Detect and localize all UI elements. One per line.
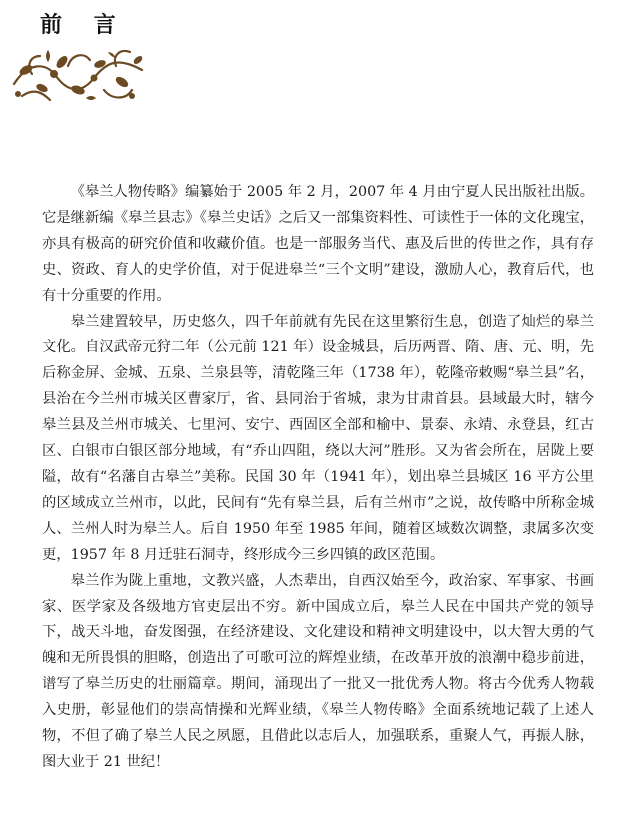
- paragraph: 皋兰作为陇上重地，文教兴盛，人杰辈出，自西汉始至今，政治家、军事家、书画家、医学家及各级地方官吏层出不穷。新中国成立后，皋兰人民在中国共产党的领导下，战天斗地，奋发图强，在经济建设、文化建设和精神文明建设中，以大智大勇的气魄和无所畏惧的胆略，创造出了可歌可泣的辉煌业绩，在改革开放的浪潮中稳步前进，谱写了皋兰历史的壮丽篇章。期间，涌现出了一批又一批优秀人物。将古今优秀人物载入史册，彰显他们的崇高情操和光辉业绩，《皋兰人物传略》全面系统地记载了上述人物，不但了确了皋兰人民之夙愿，且借此以志后人，加强联系，重聚人气，再振人脉，图大业于 21 世纪！: [42, 572, 594, 770]
- preface-body: [42, 180, 594, 776]
- paragraph: 皋兰建置较早，历史悠久，四千年前就有先民在这里繁衍生息，创造了灿烂的皋兰文化。自汉武帝元狩二年（公元前 121 年）设金城县，后历两晋、隋、唐、元、明，先后称金屏、金城、五泉、兰泉县等，清乾隆三年（1738 年），乾隆帝敕赐“皋兰县”名，县治在今兰州市城关区曹家厅，省、县同治于省城，隶为甘肃首县。县域最大时，辖今皋兰县及兰州市城关、七里河、安宁、西固区全部和榆中、景泰、永靖、永登县，红古区、白银市白银区部分地域，有“乔山四阻，绕以大河”胜形。又为省会所在，居陇上要隘，故有“名藩自古皋兰”美称。民国 30 年（1941 年），划出皋兰县城区 16 平方公里的区域成立兰州市，以此，民间有“先有皋兰县，后有兰州市”之说，故传略中所称金城人、兰州人时为皋兰人。后自 1950 年至 1985 年间，随着区域数次调整，隶属多次变更，1957 年 8 月迁驻石洞寺，终形成今三乡四镇的政区范围。: [42, 313, 594, 563]
- floral-vine-ornament-icon: [8, 44, 148, 108]
- paragraph: 《皋兰人物传略》编纂始于 2005 年 2 月，2007 年 4 月由宁夏人民出版社出版。它是继新编《皋兰县志》《皋兰史话》之后又一部集资料性、可读性于一体的文化瑰宝，亦具有极高的研究价值和收藏价值。也是一部服务当代、惠及后世的传世之作，具有存史、资政、育人的史学价值，对于促进皋兰“三个文明”建设，激励人心，教育后代，也有十分重要的作用。: [42, 184, 594, 304]
- page-title: 前 言: [40, 13, 128, 38]
